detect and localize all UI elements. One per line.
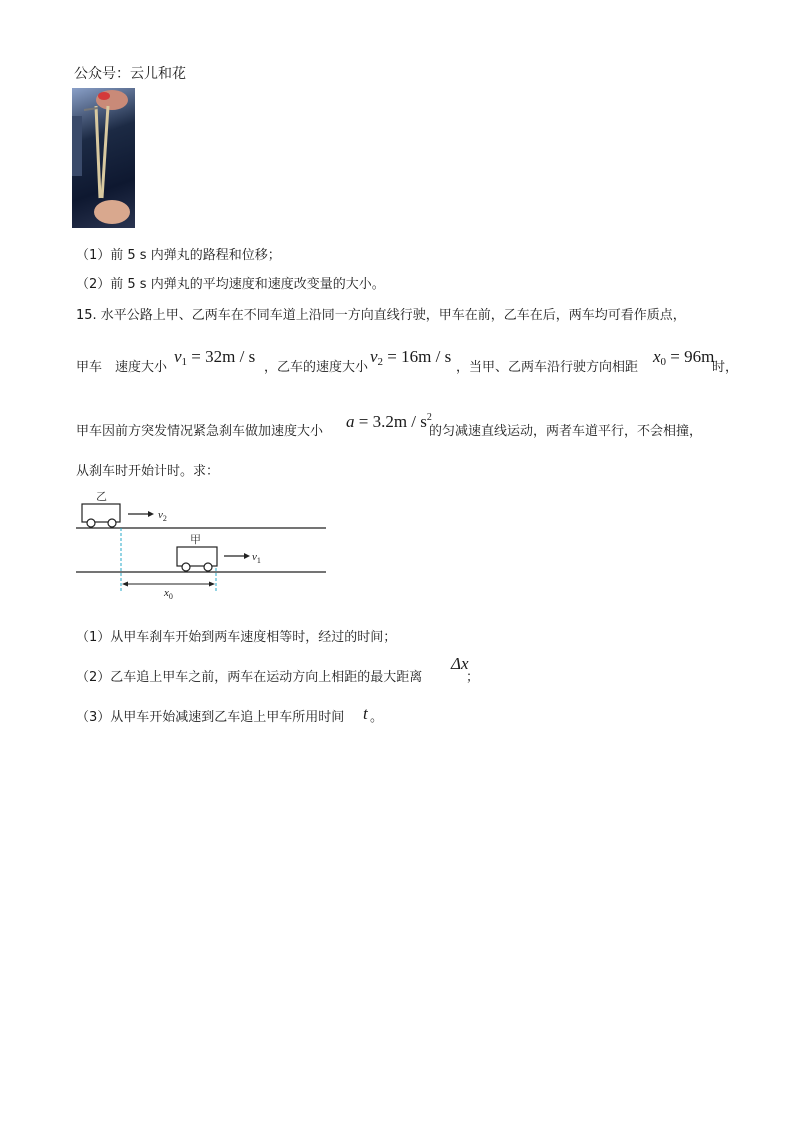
x0-value: $x_0 = 96m$ [653,347,715,368]
v1-value: $v_1 = 32m / s$ [174,347,256,368]
q15-line3-a: 甲车因前方突发情况紧急刹车做加速度大小 [76,424,324,439]
q15-sub2-a: （2）乙车追上甲车之前，两车在运动方向上相距的最大距离 [76,670,423,685]
v2-value: $v_2 = 16m / s$ [370,347,452,368]
v2-label: $v_2$ [158,509,167,523]
a-value: $a = 3.2m / s^2$ [346,412,432,431]
slingshot-photo [72,88,135,228]
v1-arrowhead [244,553,250,559]
diagram-svg [72,488,332,600]
t-symbol: t [363,704,368,723]
q15-line2-a: 甲车 速度大小 [76,360,168,375]
delta-x-symbol: Δx [451,654,469,673]
two-car-diagram [72,488,332,600]
q15-line2-c: ，当甲、乙两车沿行驶方向相距 [456,360,639,375]
x0-arrowhead-left [122,582,128,587]
x0-arrowhead-right [209,582,215,587]
q15-line2-d: 时， [712,360,739,375]
q15-sub2-b: ； [466,670,480,685]
car-yi [82,504,120,527]
v1-label: $v_1$ [252,551,261,565]
v2-arrowhead [148,511,154,517]
x0-label: $x_0$ [164,587,173,600]
q14-sub1: （1）前 5 s 内弹丸的路程和位移； [76,248,281,263]
q15-sub3-a: （3）从甲车开始减速到乙车追上甲车所用时间 [76,710,345,725]
car-yi-label: 乙 [96,490,107,503]
q15-line1: 15. 水平公路上甲、乙两车在不同车道上沿同一方向直线行驶，甲车在前，乙车在后，两车均可看作质点， [76,308,686,323]
q14-sub2: （2）前 5 s 内弹丸的平均速度和速度改变量的大小。 [76,277,385,292]
car-jia [177,547,217,571]
q15-sub3-b: 。 [370,710,384,725]
slingshot-illustration [72,88,135,228]
account-header: 公众号：云儿和花 [74,66,186,82]
q15-sub1: （1）从甲车刹车开始到两车速度相等时，经过的时间； [76,630,397,645]
car-jia-label: 甲 [190,533,201,546]
q15-line4: 从刹车时开始计时。求： [76,464,220,479]
q15-line3-b: 的匀减速直线运动，两者车道平行，不会相撞， [429,424,703,439]
q15-line2-b: ，乙车的速度大小 [264,360,369,375]
